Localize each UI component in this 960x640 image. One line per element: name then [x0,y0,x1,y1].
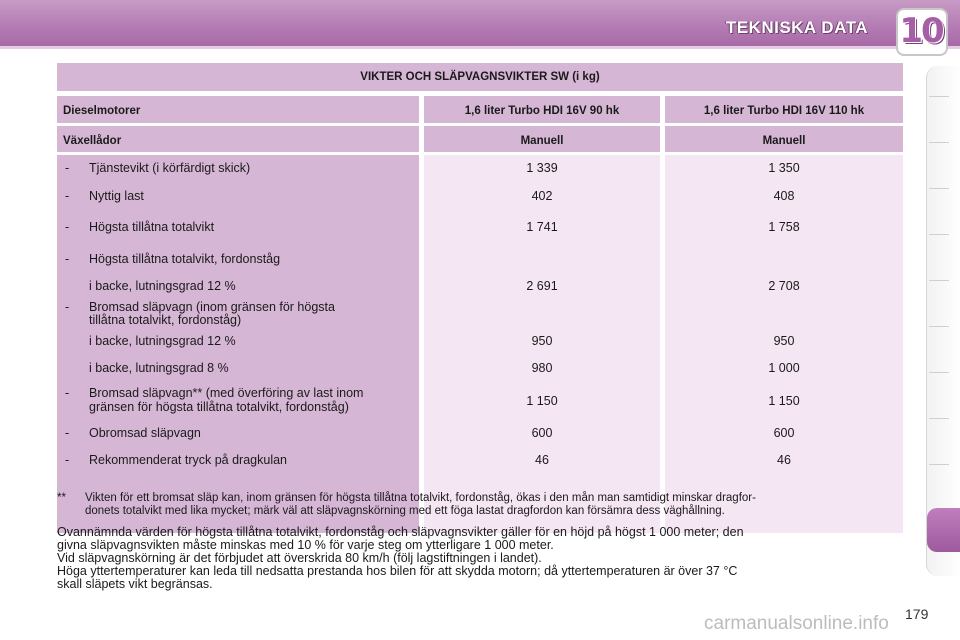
table-title-row [57,63,903,91]
row-label-text: i backe, lutningsgrad 8 % [89,361,229,375]
tab-divider [929,326,949,327]
tab-divider [929,96,949,97]
page-header [0,0,960,58]
row-value-b: 600 [773,426,795,440]
header-label: Växellådor [57,126,419,152]
table-header-engines [57,96,903,123]
row-value-a: 2 691 [526,279,558,293]
paragraph-line: givna släpvagnsvikten måste minskas med 10 % för varje steg om ytterligare 1 000 meter. [57,538,554,552]
row-label-text: i backe, lutningsgrad 12 % [89,334,236,348]
row-value-b: 1 350 [768,161,800,175]
row-dash: - [65,252,70,266]
chapter-badge [896,8,946,54]
row-label-text: Bromsad släpvagn (inom gränsen för högsta [89,300,335,314]
row-value-a: 1 150 [526,394,558,408]
row-label-text: Högsta tillåtna totalvikt, fordonståg [89,252,281,266]
row-label-text: Obromsad släpvagn [89,426,201,440]
row-label-text: Högsta tillåtna totalvikt [89,220,215,234]
tab-divider [929,142,949,143]
row-value-a: 600 [531,426,553,440]
header-stripe [0,46,960,49]
paragraph-line: Vid släpvagnskörning är det förbjudet att överskrida 80 km/h (följ lagstiftningen i landet). [57,551,542,565]
footnote-mark: ** [57,492,66,504]
row-value-a: 950 [531,334,553,348]
row-value-a: 46 [535,453,549,467]
table-title: VIKTER OCH SLÄPVAGNSVIKTER SW (i kg) [360,71,600,83]
row-value-a: 1 339 [526,161,558,175]
header-col-a: Manuell [424,126,660,152]
footnote [57,492,903,518]
page-number: 179 [905,606,929,622]
row-dash: - [65,189,70,203]
row-value-b: 408 [773,189,795,203]
tab-divider [929,372,949,373]
tab-divider [929,464,949,465]
paragraph-line: Höga yttertemperaturer kan leda till nedsatta prestanda hos bilen för att skydda motorn; då yttertemperaturen är över 37 °C [57,564,738,578]
notes-section [57,492,903,591]
tab-divider [929,280,949,281]
row-label-text: tillåtna totalvikt, fordonståg) [89,313,242,327]
row-value-b: 1 758 [768,220,800,234]
row-dash: - [65,300,70,314]
row-dash: - [65,161,70,175]
row-value-a: 1 741 [526,220,558,234]
header-col-a: 1,6 liter Turbo HDI 16V 90 hk [424,96,660,123]
header-col-b: 1,6 liter Turbo HDI 16V 110 hk [665,96,903,123]
header-label: Dieselmotorer [57,96,419,123]
chapter-tab-strip [926,66,960,576]
row-label-text: Rekommenderat tryck på dragkulan [89,453,288,467]
row-label-text: gränsen för högsta tillåtna totalvikt, fordonståg) [89,400,349,414]
paragraph-line: Ovannämnda värden för högsta tillåtna totalvikt, fordonståg och släpvagnsvikter gäller för en höjd på högst 1 000 meter; den [57,525,744,539]
watermark: carmanualsonline.info [704,613,889,634]
row-dash: - [65,453,70,467]
row-label-text: Tjänstevikt (i körfärdigt skick) [89,161,251,175]
row-value-b: 2 708 [768,279,800,293]
tab-divider [929,234,949,235]
chapter-number: 10 [899,11,943,51]
tab-divider [929,188,949,189]
header-col-b: Manuell [665,126,903,152]
tab-divider [929,418,949,419]
row-label-text: Nyttig last [89,189,144,203]
footnote-line: Vikten för ett bromsat släp kan, inom gränsen för högsta tillåtna totalvikt, fordonståg, ökas i den mån man samtidigt minskar dragfor- [85,492,756,504]
paragraph-line: skall släpets vikt begränsas. [57,577,213,591]
row-dash: - [65,426,70,440]
table-header-gearboxes [57,126,903,152]
row-value-a: 402 [531,189,553,203]
row-value-a: 980 [531,361,553,375]
footnote-line: donets totalvikt med lika mycket; märk väl att släpvagnskörning med ett föga lastat dragfordon kan försämra dess väghållning. [85,505,725,517]
row-value-b: 1 000 [768,361,800,375]
section-title: TEKNISKA DATA [725,18,868,37]
row-value-b: 1 150 [768,394,800,408]
row-dash: - [65,220,70,234]
row-value-b: 46 [777,453,791,467]
row-label-text: Bromsad släpvagn** (med överföring av last inom [89,386,364,400]
chapter-tab-active[interactable] [927,508,960,552]
info-paragraph [57,526,903,591]
row-label-text: i backe, lutningsgrad 12 % [89,279,236,293]
row-value-b: 950 [773,334,795,348]
row-dash: - [65,386,70,400]
